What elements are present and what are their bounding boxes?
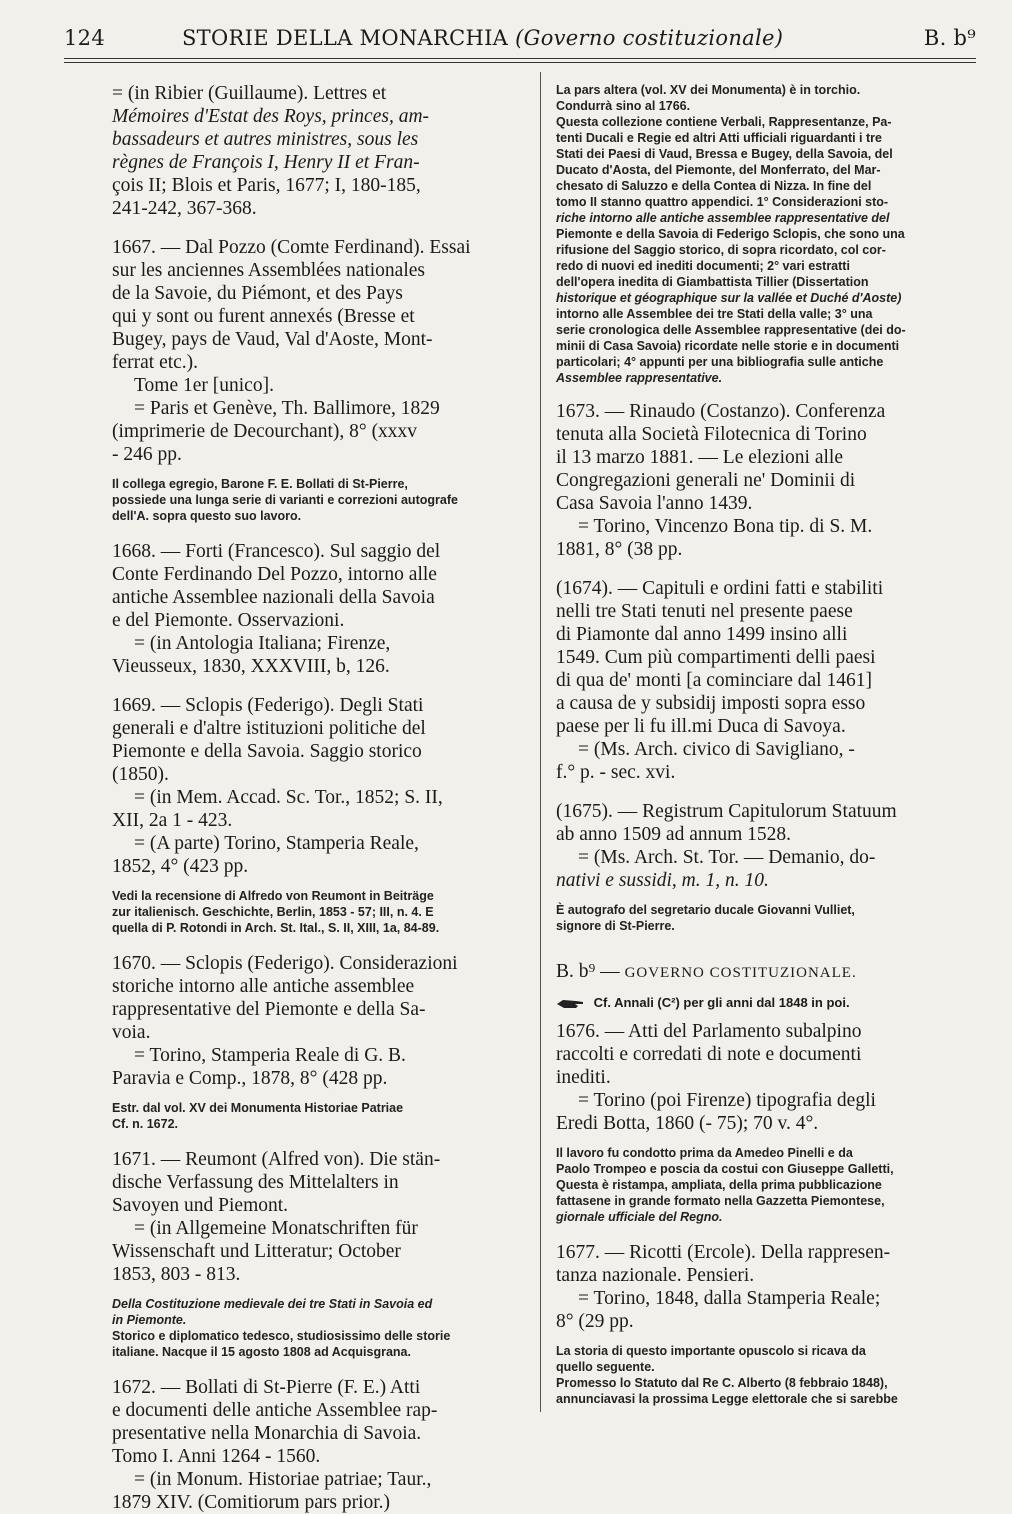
- entry-1670: 1670. — Sclopis (Federigo). Considerazioni storiche intorno alle antiche assemblee rappresentative del Piemonte e della Sa- voia. = Torino, Stamperia Reale di G. B. Paravia e Comp., 1878, 8° (428 pp.: [112, 953, 458, 1089]
- entry-1668: 1668. — Forti (Francesco). Sul saggio del Conte Ferdinando Del Pozzo, intorno alle antiche Assemblee nazionali della Savoia e del Piemonte. Osservazioni. = (in Antologia Italiana; Firenze, Vieusseux, 1830, XXXVIII, b, 126.: [112, 541, 441, 677]
- entry-1667: 1667. — Dal Pozzo (Comte Ferdinand). Essai sur les anciennes Assemblées nationales de la Savoie, du Piémont, et des Pays qui y sont ou furent annexés (Bresse et Bugey, pays de Vaud, Val d'Aoste, Mont- ferrat etc.). Tome 1er [unico]. = Paris et Genève, Th. Ballimore, 1829 (imprimerie de Decourchant), 8° (xxxv - 246 pp.: [112, 237, 471, 465]
- left-column: [112, 82, 530, 1513]
- running-title: STORIE DELLA MONARCHIA (Governo costituzionale): [182, 26, 784, 50]
- entry-1677: 1677. — Ricotti (Ercole). Della rappresen- tanza nazionale. Pensieri. = Torino, 1848, dalla Stamperia Reale; 8° (29 pp.: [556, 1242, 891, 1332]
- right-column: [556, 82, 966, 1417]
- note-1675: È autografo del segretario ducale Giovanni Vulliet, signore di St-Pierre.: [556, 903, 855, 933]
- section-heading: B. b⁹ — GOVERNO COSTITUZIONALE.: [556, 961, 857, 982]
- entry-1672: 1672. — Bollati di St-Pierre (F. E.) Atti e documenti delle antiche Assemblee rap- presentative nella Monarchia di Savoia. Tomo I. Anni 1264 - 1560. = (in Monum. Historiae patriae; Taur., 1879 XIV. (Comitiorum pars prior.): [112, 1377, 438, 1513]
- note-1671: Della Costituzione medievale dei tre Stati in Savoia ed in Piemonte. Storico e diplomatico tedesco, studiosissimo delle storie italiane. Nacque il 15 agosto 1808 ad Acquisgrana.: [112, 1297, 451, 1359]
- note-1670: Estr. dal vol. XV dei Monumenta Historiae Patriae Cf. n. 1672.: [112, 1101, 404, 1131]
- page-number: 124: [64, 26, 105, 50]
- page-header: [64, 18, 976, 58]
- entry-1669: 1669. — Sclopis (Federigo). Degli Stati generali e d'altre istituzioni politiche del Piemonte e della Savoia. Saggio storico (1850). = (in Mem. Accad. Sc. Tor., 1852; S. II, XII, 2a 1 - 423. = (A parte) Torino, Stamperia Reale, 1852, 4° (423 pp.: [112, 695, 443, 877]
- entry-1673: 1673. — Rinaudo (Costanzo). Conferenza tenuta alla Società Filotecnica di Torino il 13 marzo 1881. — Le elezioni alle Congregazioni generali ne' Dominii di Casa Savoia l'anno 1439. = Torino, Vincenzo Bona tip. di S. M. 1881, 8° (38 pp.: [556, 401, 886, 560]
- column-divider: [540, 72, 541, 1412]
- entry-1666-continued: = (in Ribier (Guillaume). Lettres et Mémoires d'Estat des Roys, princes, am- bassadeurs et autres ministres, sous les règnes de François I, Henry II et Fran- çois II; Blois et Paris, 1677; I, 180-185, 241-242, 367-368.: [112, 83, 430, 219]
- note-1677: La storia di questo importante opuscolo si ricava da quello seguente. Promesso lo Statuto dal Re C. Alberto (8 febbraio 1848), annunciavasi la prossima Legge elettorale che si sarebbe: [556, 1344, 898, 1406]
- header-rule: [64, 58, 976, 59]
- pointing-hand-icon: [556, 998, 584, 1010]
- entry-1671: 1671. — Reumont (Alfred von). Die stän- dische Verfassung des Mittelalters in Savoyen und Piemont. = (in Allgemeine Monatschriften für Wissenschaft und Litteratur; October 1853, 803 - 813.: [112, 1149, 441, 1285]
- entry-1674: (1674). — Capituli e ordini fatti e stabiliti nelli tre Stati tenuti nel presente paese di Piamonte dal anno 1499 insino alli 1549. Cum più compartimenti delli paesi di qua de' monti [a cominciare dal 1461] a causa de y subsidij imposti sopra esso paese per li fu ill.mi Duca di Savoya. = (Ms. Arch. civico di Savigliano, - f.° p. - sec. xvi.: [556, 578, 884, 783]
- section-code: B. b⁹: [923, 26, 976, 50]
- note-1667: Il collega egregio, Barone F. E. Bollati di St-Pierre, possiede una lunga serie di varianti e correzioni autografe dell'A. sopra questo suo lavoro.: [112, 477, 458, 523]
- note-1669: Vedi la recensione di Alfredo von Reumont in Beiträge zur italienisch. Geschichte, Berlin, 1853 - 57; III, n. 4. E quella di P. Rotondi in Arch. St. Ital., S. II, XIII, 1a, 84-89.: [112, 889, 440, 935]
- entry-1676: 1676. — Atti del Parlamento subalpino raccolti e corredati di note e documenti inediti. = Torino (poi Firenze) tipografia degli Eredi Botta, 1860 (- 75); 70 v. 4°.: [556, 1021, 876, 1134]
- note-1672-continued: La pars altera (vol. XV dei Monumenta) è in torchio. Condurrà sino al 1766. Questa collezione contiene Verbali, Rappresentanze, Pa- tenti Ducali e Regie ed altri Atti ufficiali riguardanti i tre Stati dei Paesi di Vaud, Bressa e Bugey, della Savoia, del Ducato d'Aosta, del Piemonte, del Monferrato, del Mar- chesato di Saluzzo e della Contea di Nizza. In fine del tomo II stanno quattro appendici. 1° Considerazioni sto- riche intorno alle antiche assemblee rappresentative del Piemonte e della Savoia di Federigo Sclopis, che sono una rifusione del Saggio storico, di sopra ricordato, col cor- redo di nuovi ed inediti documenti; 2° vari estratti dell'opera inedita di Giambattista Tillier (Dissertation historique et géographique sur la vallée et Duché d'Aoste) intorno alle Assemblee dei tre Stati della valle; 3° una serie cronologica delle Assemblee rappresentative (dei do- minii di Casa Savoia) ricordate nelle storie e in documenti particolari; 4° appunti per una bibliografia sulle antiche Assemblee rappresentative.: [556, 83, 906, 385]
- header-rule-double: [64, 62, 976, 63]
- cross-reference: Cf. Annali (C²) per gli anni dal 1848 in poi.: [556, 995, 966, 1010]
- entry-1675: (1675). — Registrum Capitulorum Statuum ab anno 1509 ad annum 1528. = (Ms. Arch. St. Tor. — Demanio, do- nativi e sussidi, m. 1, n. 10.: [556, 801, 897, 891]
- note-1676: Il lavoro fu condotto prima da Amedeo Pinelli e da Paolo Trompeo e poscia da costui con Giuseppe Galletti, Questa è ristampa, ampliata, della prima pubblicazione fattasene in grande formato nella Gazzetta Piemontese, giornale ufficiale del Regno.: [556, 1146, 894, 1224]
